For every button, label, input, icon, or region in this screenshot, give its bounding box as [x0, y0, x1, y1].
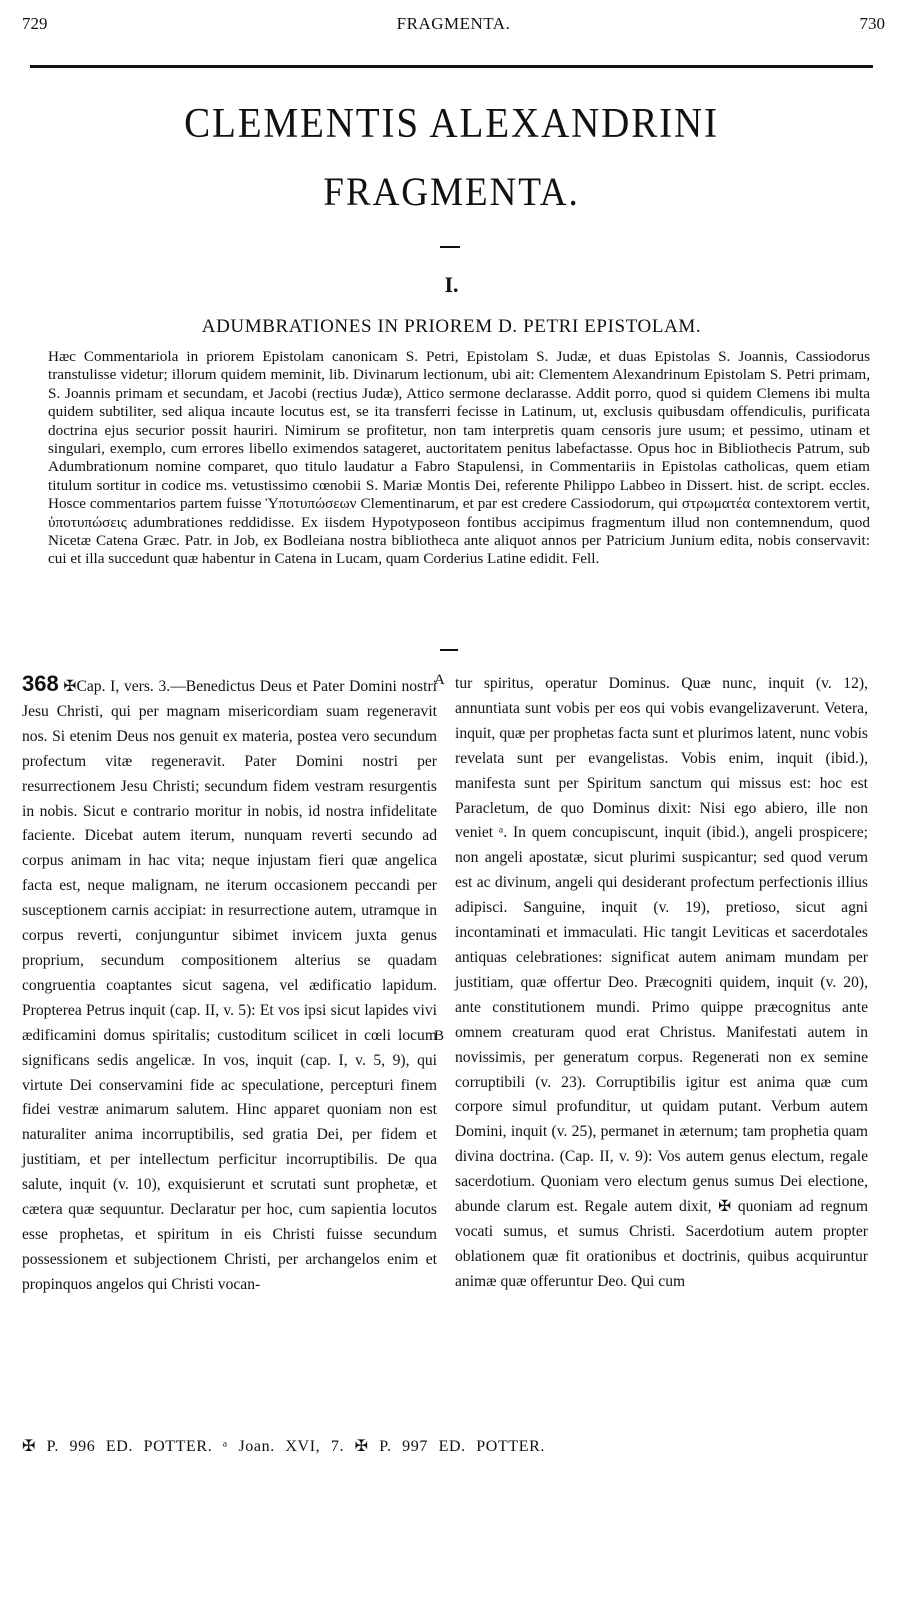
section-divider	[440, 649, 458, 651]
margin-letter-b: B	[434, 1028, 445, 1044]
column-number: 368	[22, 671, 59, 696]
right-column	[455, 672, 868, 1295]
right-column-text: tur spiritus, operatur Dominus. Quæ nunc, inquit (v. 12), annuntiata sunt vobis per eos qui vobis evangelizaverunt. Vetera, inquit, quæ per prophetas facta sunt et plurimos latent, nunc vobis revelata sunt per evangelistas. Vobis enim, inquit (ibid.), manifesta sunt per Spiritum sanctum qui missus est: hoc est Paracletum, de quo Dominus dixit: Nisi ego abiero, ille non veniet ᵃ. In quem concupiscunt, inquit (ibid.), angeli prospicere; non angeli apostatæ, sicut plurimi suspicantur; sed quod verum est ac divinum, angeli qui desiderant profectum perfectionis illius adipisci. Sanguine, inquit (v. 19), pretioso, sicut agni incontaminati et immaculati. Hic tangit Leviticas et sacerdotales antiquas celebrationes: significat autem animam mundam per justitiam, quæ offertur Deo. Præcogniti quidem, inquit (v. 20), ante constitutionem mundi. Primo quippe præcognitus ante omnem creaturam quod erat Christus. Manifestati autem in novissimis, per generatum corpus. Regenerati non ex semine corruptibili (v. 23). Corruptibilis igitur est anima quæ cum corpore simul profunditur, ut quidam putant. Verbum autem Domini, inquit (v. 25), permanet in æternum; tam prophetia quam divina doctrina. (Cap. II, v. 9): Vos autem genus electum, regale sacerdotium. Quoniam vero electum genus sumus Dei electione, abunde clarum est. Regale autem dixit, ✠ quoniam ad regnum vocati sumus, et sumus Christi. Sacerdotium autem propter oblationem quæ fit orationibus et doctrinis, quibus acquiruntur animæ quæ offeruntur Deo. Qui cum	[455, 675, 868, 1290]
page-title-line1: CLEMENTIS ALEXANDRINI	[184, 101, 719, 147]
section-subtitle: ADUMBRATIONES IN PRIOREM D. PETRI EPISTOLAM.	[201, 316, 702, 337]
running-title: FRAGMENTA.	[396, 14, 511, 33]
left-page-number: 729	[22, 14, 48, 33]
margin-letter-a: A	[434, 672, 445, 688]
section-numeral: I.	[444, 272, 459, 297]
intro-paragraph	[48, 348, 870, 569]
right-page-number: 730	[859, 14, 885, 33]
left-column-text: ✠Cap. I, vers. 3.—Benedictus Deus et Pater Domini nostri Jesu Christi, qui per magnam misericordiam suam regeneravit nos. Si etenim Deus nos genuit ex materia, postea vero secundum profectum vitæ regeneravit. Pater Domini nostri per resurrectionem Jesu Christi; secundum fidem vestram resurgentis in nobis. Sicut e contrario moritur in nobis, id nostra infidelitate faciente. Dicebat autem iterum, nunquam reverti secundo ad corpus animam in hac vita; neque injustam fieri quæ angelica facta est, neque malignam, ne iterum occasionem peccandi per susceptionem carnis accipiat: in resurrectione autem, utramque in corpus reverti, conjunguntur sibimet invicem juxta genus proprium, secundum compositionem alterius se quadam congruentia coaptantes sicut sagena, vel ædificatio lapidum. Propterea Petrus inquit (cap. II, v. 5): Et vos ipsi sicut lapides vivi ædificamini domus spiritalis; custoditum scilicet in cœli locum significans sedis angelicæ. In vos, inquit (cap. I, v. 5, 9), qui virtute Dei conservamini fide ac speculatione, percepturi finem fidei vestræ animarum salutem. Hinc apparet quoniam non est naturaliter anima incorruptibilis, sed gratia Dei, per fidem et justitiam, et per intellectum perficitur incorruptibilis. De qua salute, inquit (v. 10), exquisierunt et scrutati sunt prophetæ, et cætera quæ sequuntur. Declaratur per hoc, cum sapientia locutos esse prophetas, et spiritum in eis Christi fuisse secundum possessionem et subjectionem Christi, per archangelos enim et propinquos angelos qui Christi vocan-	[22, 678, 437, 1293]
page-title-line2: FRAGMENTA.	[323, 169, 580, 214]
running-head	[22, 14, 885, 40]
footnote-line: ✠ P. 996 ED. POTTER. ᵃ Joan. XVI, 7. ✠ P. 997 ED. POTTER.	[22, 1438, 545, 1455]
intro-text: Hæc Commentariola in priorem Epistolam canonicam S. Petri, Epistolam S. Judæ, et duas Epistolas S. Joannis, Cassiodorus transtulisse videtur; illorum quidem meminit, lib. Divinarum lectionum, ubi ait: Clementem Alexandrinum Epistolam S. Petri primam, S. Joannis primam et secundam, et Jacobi (rectius Judæ), Attico sermone declarasse. Addit porro, quod si quidem Clemens ibi multa quidem subtiliter, sed aliqua incaute locutus est, se ita transferri fecisse in Latinum, ut, exclusis quibusdam offendiculis, purificata doctrina ejus securior possit hauriri. Nimirum se profitetur, non tam interpretis quam censoris jure usum; et pessimo, utinam et singulari, exemplo, cum errores libello eximendos satageret, auctoritatem penitus labefactasse. Opus hoc in Bibliothecis Patrum, sub Adumbrationum nomine comparet, quo titulo laudatur a Fabro Stapulensi, in Commentariis in Epistolas catholicas, quem etiam titulum sortitur in codice ms. vetustissimo cœnobii S. Mariæ Montis Dei, referente Philippo Labbeo in Dissert. hist. de script. eccles. Hosce commentarios partem fuisse Ὑποτυπώσεων Clementinarum, et par est credere Cassiodorum, qui στρωματέα contextorem vertit, ὑποτυπώσεις adumbrationes reddidisse. Ex iisdem Hypotyposeon fontibus accipimus fragmentum illud non contemnendum, quod Nicetæ Catena Græc. Patr. in Job, ex Bodleiana nostra bibliotheca ante aliquot annos per Patricium Junium edita, nobis conservavit: cui et illa succedunt quæ habentur in Catena in Lucam, quam Corderius Latine edidit. Fell.	[48, 348, 870, 568]
header-rule	[30, 65, 873, 68]
title-divider	[440, 246, 460, 248]
left-column	[22, 672, 437, 1298]
